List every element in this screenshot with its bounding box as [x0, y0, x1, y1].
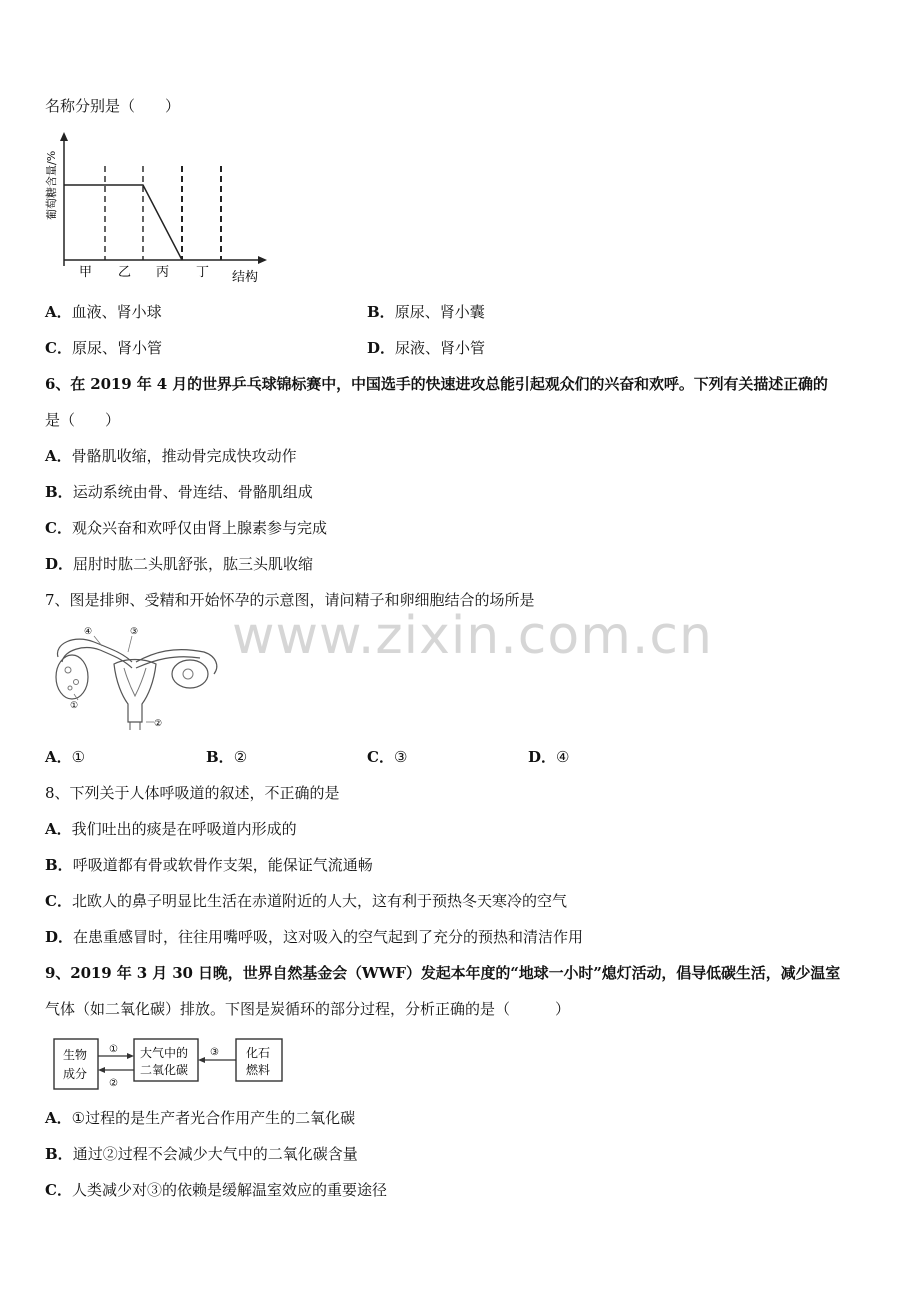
option-text: 尿液、肾小管 — [395, 339, 486, 357]
label-3: ③ — [130, 627, 139, 637]
q5-option-d[interactable] — [367, 338, 485, 358]
box1-line2: 成分 — [63, 1067, 88, 1081]
option-letter: B． — [367, 303, 395, 321]
q6-stem-line-2: 是（ ） — [45, 411, 121, 429]
box-biological-components — [54, 1039, 98, 1089]
option-text: 观众兴奋和欢呼仅由肾上腺素参与完成 — [71, 519, 327, 537]
label-4: ④ — [84, 627, 93, 637]
option-text: ② — [233, 748, 248, 766]
uterus — [114, 660, 156, 723]
y-axis-arrow — [60, 132, 68, 141]
option-letter: B． — [206, 748, 234, 766]
q5-option-c[interactable] — [45, 338, 162, 358]
option-text: 血液、肾小球 — [71, 303, 162, 321]
q6-option-c[interactable] — [45, 518, 327, 538]
q8-option-a[interactable] — [45, 819, 297, 839]
x-axis-arrow — [258, 256, 267, 264]
option-text: ④ — [556, 748, 570, 766]
option-text: ③ — [393, 748, 408, 766]
box3-line1: 化石 — [246, 1046, 271, 1060]
q8-option-c[interactable] — [45, 891, 567, 911]
q7-option-d[interactable] — [528, 747, 569, 767]
option-letter: A． — [45, 1109, 72, 1127]
arrow-3-label: ③ — [210, 1047, 219, 1058]
q7-stem: 7、图是排卵、受精和开始怀孕的示意图，请问精子和卵细胞结合的场所是 — [45, 591, 535, 609]
q8-option-b[interactable] — [45, 855, 373, 875]
option-text: 我们吐出的痰是在呼吸道内形成的 — [71, 820, 297, 838]
glucose-chart — [42, 128, 272, 288]
option-text: 北欧人的鼻子明显比生活在赤道附近的人大，这有利于预热冬天寒冷的空气 — [71, 892, 567, 910]
option-text: ①过程的是生产者光合作用产生的二氧化碳 — [71, 1109, 356, 1127]
option-text: 原尿、肾小管 — [71, 339, 162, 357]
q7-option-b[interactable] — [206, 747, 247, 767]
left-fallopian-tube — [57, 639, 132, 662]
option-letter: A． — [45, 748, 72, 766]
option-letter: C． — [367, 748, 394, 766]
q9-option-b[interactable] — [45, 1144, 358, 1164]
option-text: 原尿、肾小囊 — [394, 303, 485, 321]
option-text: 通过②过程不会减少大气中的二氧化碳含量 — [72, 1145, 358, 1163]
option-letter: B． — [45, 483, 73, 501]
option-text: ① — [71, 748, 86, 766]
option-letter: C． — [45, 892, 72, 910]
box1-line1: 生物 — [63, 1048, 88, 1062]
category-bing: 丙 — [156, 265, 170, 280]
q9-option-c[interactable] — [45, 1180, 387, 1200]
option-text: 骨骼肌收缩，推动骨完成快攻动作 — [71, 447, 297, 465]
option-letter: C． — [45, 339, 72, 357]
q6-option-a[interactable] — [45, 446, 297, 466]
category-ding: 丁 — [196, 265, 210, 280]
label-2: ② — [154, 719, 163, 729]
option-text: 人类减少对③的依赖是缓解温室效应的重要途径 — [71, 1181, 387, 1199]
q7-option-a[interactable] — [45, 747, 85, 767]
option-letter: D． — [45, 928, 74, 946]
option-text: 屈肘时肱二头肌舒张，肱三头肌收缩 — [73, 555, 314, 573]
option-letter: A． — [45, 303, 72, 321]
q6-stem-line-1: 6、在 2019 年 4 月的世界乒乓球锦标赛中，中国选手的快速进攻总能引起观众们的兴奋和欢呼。下列有关描述正确的 — [45, 375, 828, 393]
box2-line1: 大气中的 — [140, 1046, 189, 1060]
arrow-1-label: ① — [109, 1044, 118, 1055]
category-yi: 乙 — [118, 265, 132, 280]
category-jia: 甲 — [79, 265, 93, 280]
watermark: www.zixin.com.cn — [232, 606, 713, 666]
question-5-tail: 名称分别是（ ） — [45, 97, 181, 115]
box3-line2: 燃料 — [246, 1063, 271, 1077]
option-text: 呼吸道都有骨或软骨作支架，能保证气流通畅 — [72, 856, 373, 874]
q6-option-b[interactable] — [45, 482, 313, 502]
option-letter: B． — [45, 856, 73, 874]
q9-option-a[interactable] — [45, 1108, 355, 1128]
option-letter: D． — [528, 748, 557, 766]
y-axis-label: 葡萄糖含量/% — [45, 150, 58, 220]
q8-stem: 8、下列关于人体呼吸道的叙述，不正确的是 — [45, 784, 340, 802]
box2-line2: 二氧化碳 — [140, 1063, 189, 1077]
option-letter: B． — [45, 1145, 73, 1163]
uterus-diagram — [44, 622, 224, 732]
right-fallopian-tube — [136, 650, 217, 674]
q9-stem-line-1: 9、2019 年 3 月 30 日晚，世界自然基金会（WWF）发起本年度的“地球一小时”熄灯活动，倡导低碳生活，减少温室 — [45, 964, 841, 982]
q5-option-b[interactable] — [367, 302, 485, 322]
q6-option-d[interactable] — [45, 554, 313, 574]
carbon-cycle-diagram — [52, 1036, 288, 1092]
arrow-2-label: ② — [109, 1078, 118, 1089]
x-axis-label: 结构 — [232, 270, 259, 285]
q8-option-d[interactable] — [45, 927, 583, 947]
option-letter: C． — [45, 1181, 72, 1199]
option-letter: C． — [45, 519, 72, 537]
option-letter: A． — [45, 447, 72, 465]
q7-option-c[interactable] — [367, 747, 407, 767]
option-letter: D． — [45, 555, 74, 573]
q9-stem-line-2: 气体（如二氧化碳）排放。下图是炭循环的部分过程，分析正确的是（ ） — [45, 1000, 571, 1018]
right-ovary — [172, 660, 208, 688]
option-text: 运动系统由骨、骨连结、骨骼肌组成 — [72, 483, 313, 501]
q5-option-a[interactable] — [45, 302, 162, 322]
option-text: 在患重感冒时，往往用嘴呼吸，这对吸入的空气起到了充分的预热和清洁作用 — [73, 928, 584, 946]
left-ovary — [56, 655, 88, 699]
glucose-line — [64, 185, 182, 260]
label-1: ① — [70, 701, 79, 711]
option-letter: A． — [45, 820, 72, 838]
option-letter: D． — [367, 339, 396, 357]
